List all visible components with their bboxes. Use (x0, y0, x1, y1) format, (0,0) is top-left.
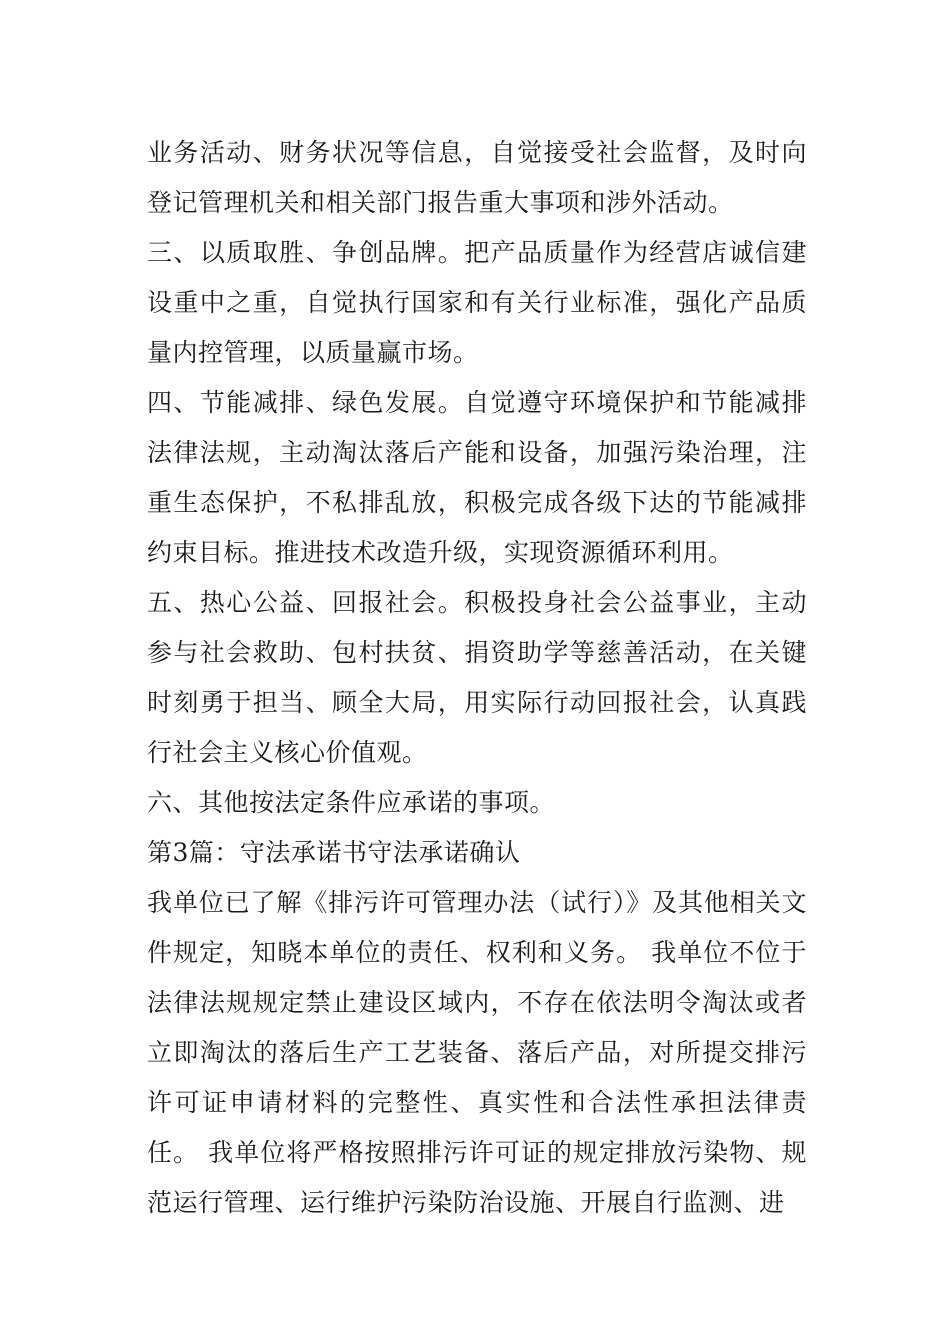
section-heading: 第3篇：守法承诺书守法承诺确认 (147, 838, 521, 867)
paragraph-other-matters: 六、其他按法定条件应承诺的事项。 (147, 788, 556, 817)
paragraph-commitment: 我单位已了解《排污许可管理办法（试行）》及其他相关文件规定，知晓本单位的责任、权利和义务。 我单位不位于法律法规规定禁止建设区域内，不存在依法明令淘汰或者立即淘汰的落后生产工艺装备、落后产品，对所提交排污许可证申请材料的完整性、真实性和合法性承担法律责任。 我单位将严格按照排污许可证的规定排放污染物、规范运行管理、运行维护污染防治设施、开展自行监测、进 (147, 888, 807, 1217)
paragraph-disclosure: 业务活动、财务状况等信息，自觉接受社会监督，及时向登记管理机关和相关部门报告重大事项和涉外活动。 (147, 138, 807, 217)
paragraph-public-welfare: 五、热心公益、回报社会。积极投身社会公益事业，主动参与社会救助、包村扶贫、捐资助学等慈善活动，在关键时刻勇于担当、顾全大局，用实际行动回报社会，认真践行社会主义核心价值观。 (147, 588, 807, 767)
document-body (147, 128, 807, 1228)
paragraph-quality: 三、以质取胜、争创品牌。把产品质量作为经营店诚信建设重中之重，自觉执行国家和有关行业标准，强化产品质量内控管理，以质量赢市场。 (147, 238, 807, 367)
paragraph-energy-saving: 四、节能减排、绿色发展。自觉遵守环境保护和节能减排法律法规，主动淘汰落后产能和设备，加强污染治理，注重生态保护，不私排乱放，积极完成各级下达的节能减排约束目标。推进技术改造升级，实现资源循环利用。 (147, 388, 807, 567)
